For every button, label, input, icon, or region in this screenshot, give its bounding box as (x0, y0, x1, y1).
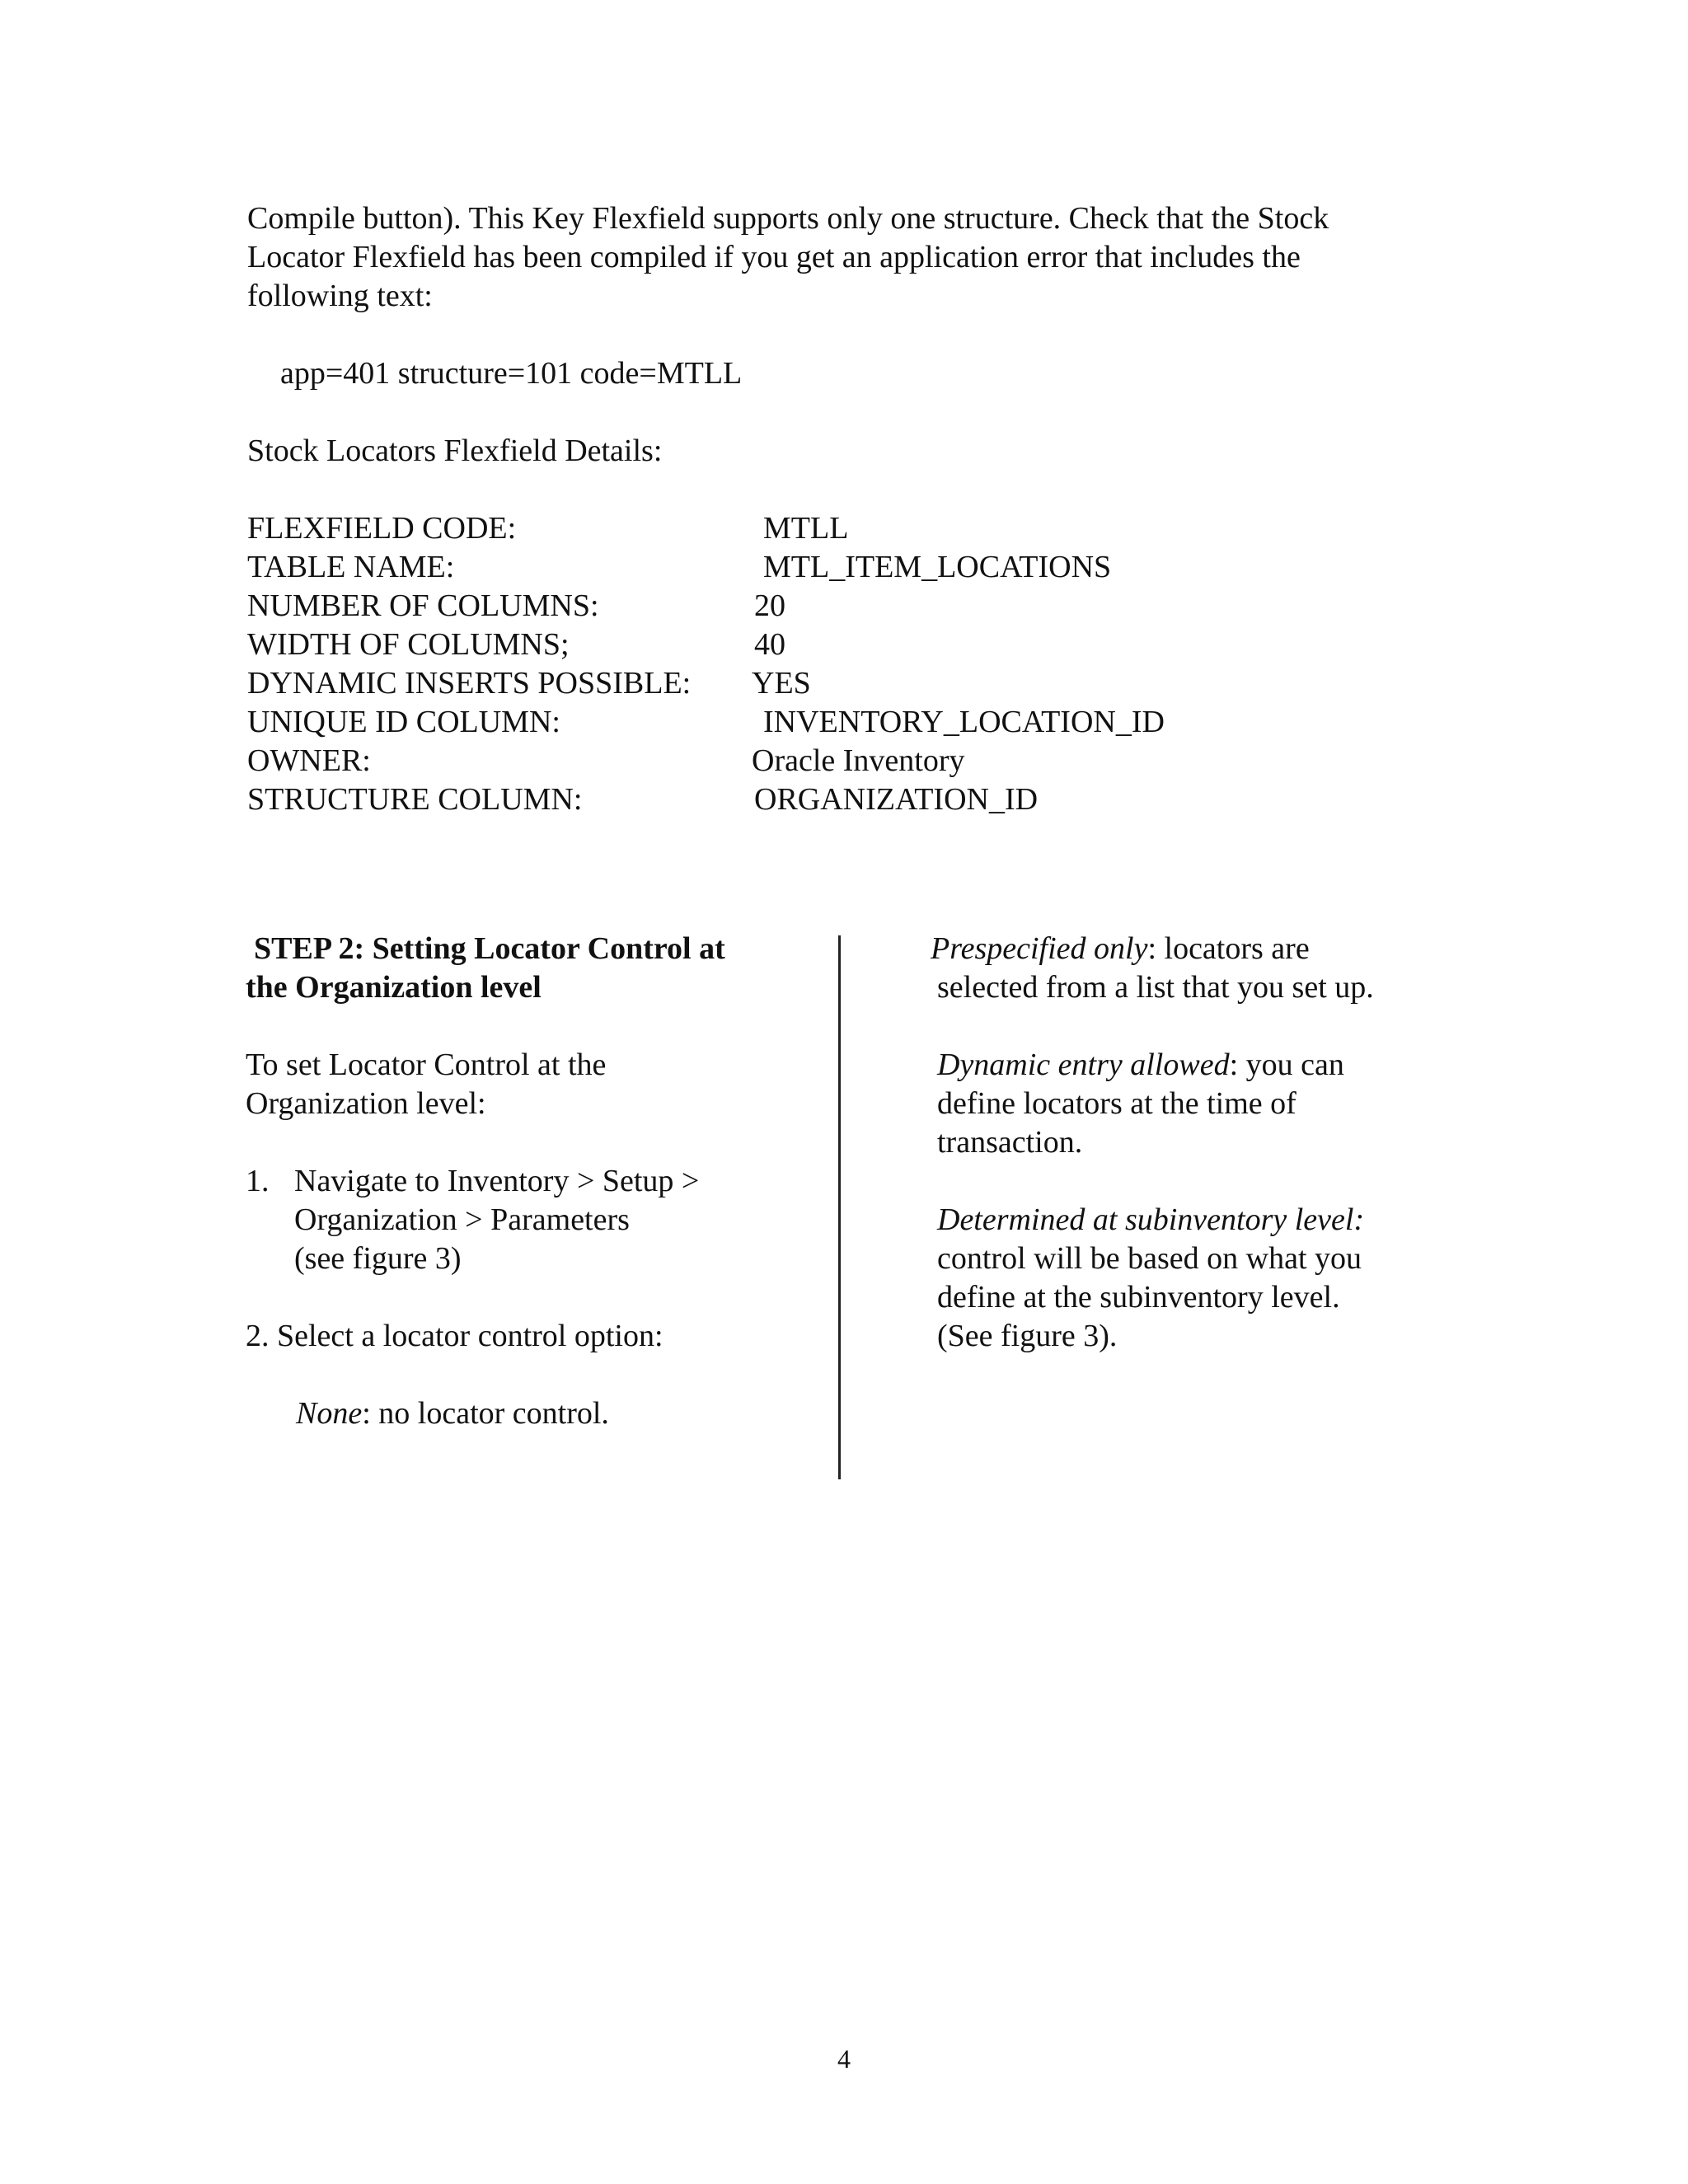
detail-value: Oracle Inventory (752, 743, 965, 778)
detail-label: UNIQUE ID COLUMN: (247, 705, 560, 739)
step1-line: Organization > Parameters (294, 1202, 630, 1237)
detail-value: 20 (754, 588, 785, 623)
detail-value: MTLL (763, 511, 849, 546)
detail-value: MTL_ITEM_LOCATIONS (763, 550, 1112, 584)
option-description: : no locator control. (362, 1396, 609, 1431)
detail-label: NUMBER OF COLUMNS: (247, 588, 599, 623)
detail-value: YES (752, 666, 811, 701)
option-none (296, 1394, 609, 1433)
intro-line: Compile button). This Key Flexfield supports only one structure. Check that the Stock (247, 201, 1329, 236)
detail-label: TABLE NAME: (247, 550, 455, 584)
detail-label: DYNAMIC INSERTS POSSIBLE: (247, 666, 692, 701)
option-description: : you can (1229, 1047, 1344, 1082)
option-description-line: control will be based on what you (937, 1241, 1362, 1276)
page-number: 4 (837, 2044, 851, 2074)
option-term: Determined at subinventory level: (937, 1202, 1365, 1237)
detail-label: OWNER: (247, 743, 371, 778)
error-code-text: app=401 structure=101 code=MTLL (280, 356, 743, 391)
option-term: Prespecified only (931, 931, 1148, 966)
step1-number: 1. (246, 1164, 270, 1198)
step1-line: Navigate to Inventory > Setup > (294, 1164, 700, 1198)
option-term: Dynamic entry allowed (937, 1047, 1230, 1082)
option-term: None (296, 1396, 363, 1431)
option-dynamic (937, 1046, 1344, 1085)
intro-line: following text: (247, 279, 433, 313)
intro-line: Locator Flexfield has been compiled if you get an application error that includes the (247, 240, 1301, 274)
option-prespecified (931, 930, 1310, 968)
instruction-intro-line: Organization level: (246, 1086, 486, 1121)
option-description-line: transaction. (937, 1125, 1083, 1160)
step2-heading-line: STEP 2: Setting Locator Control at (254, 931, 725, 966)
column-divider (838, 935, 841, 1479)
detail-value: INVENTORY_LOCATION_ID (763, 705, 1165, 739)
details-title: Stock Locators Flexfield Details: (247, 434, 663, 468)
option-description-line: define at the subinventory level. (937, 1280, 1340, 1315)
option-description-line: (See figure 3). (937, 1319, 1118, 1353)
step2-heading-line: the Organization level (246, 970, 542, 1005)
detail-value: 40 (754, 627, 785, 662)
option-description-line: define locators at the time of (937, 1086, 1296, 1121)
instruction-intro-line: To set Locator Control at the (246, 1047, 607, 1082)
detail-label: FLEXFIELD CODE: (247, 511, 517, 546)
step2-line: 2. Select a locator control option: (246, 1319, 663, 1353)
option-description-line: selected from a list that you set up. (937, 970, 1374, 1005)
intro-paragraph (247, 199, 1418, 316)
detail-value: ORGANIZATION_ID (754, 782, 1039, 817)
step1-line: (see figure 3) (294, 1241, 462, 1276)
detail-label: STRUCTURE COLUMN: (247, 782, 583, 817)
detail-label: WIDTH OF COLUMNS; (247, 627, 570, 662)
option-description: : locators are (1147, 931, 1310, 966)
